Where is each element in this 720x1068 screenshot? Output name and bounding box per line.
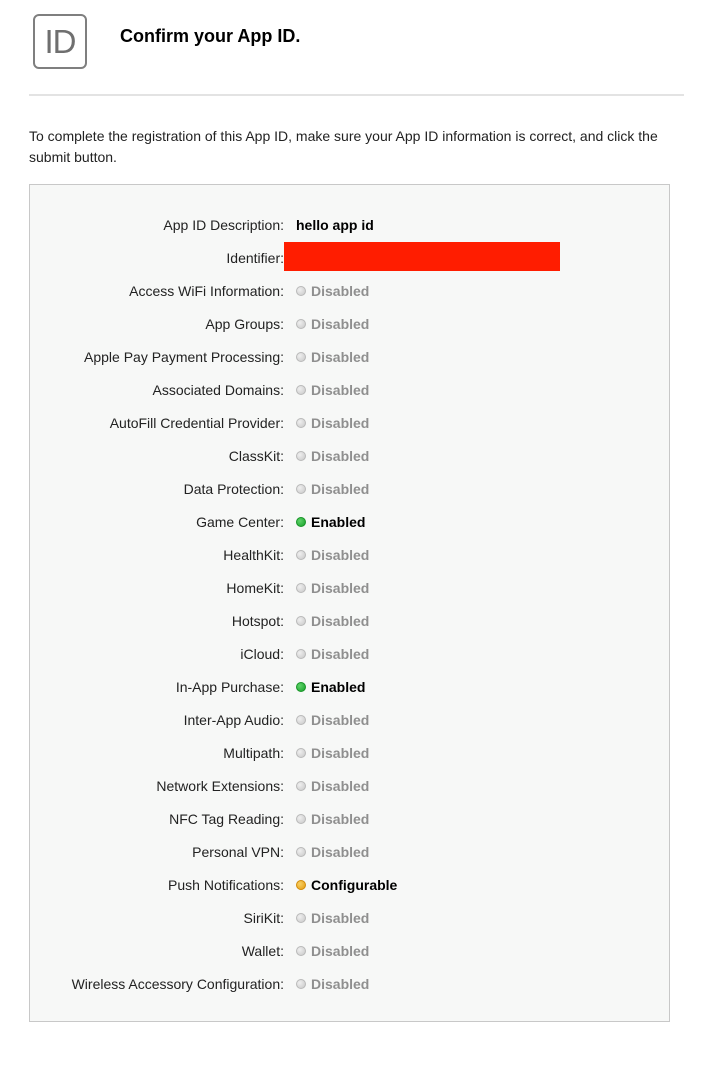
app-id-icon (33, 14, 87, 69)
capability-status (296, 712, 369, 728)
summary-rows (30, 209, 669, 1001)
status-text: Disabled (311, 349, 370, 365)
status-text: Disabled (311, 613, 370, 629)
description-label: App ID Description: (163, 217, 284, 233)
capability-status (296, 877, 397, 893)
status-text: Disabled (311, 646, 370, 662)
status-dot-icon (296, 583, 306, 593)
capability-status (296, 481, 369, 497)
status-dot-icon (296, 451, 306, 461)
status-dot-icon (296, 517, 306, 527)
capability-row (30, 869, 669, 902)
summary-row-identifier (30, 242, 669, 275)
description-value: hello app id (296, 217, 374, 233)
capability-label: Multipath: (223, 745, 284, 761)
status-text: Disabled (311, 580, 370, 596)
capability-row (30, 671, 669, 704)
status-dot-icon (296, 682, 306, 692)
status-text: Disabled (311, 976, 370, 992)
capability-status (296, 283, 369, 299)
capability-status (296, 316, 369, 332)
capability-label: Apple Pay Payment Processing: (84, 349, 284, 365)
capability-label: NFC Tag Reading: (169, 811, 284, 827)
capability-row (30, 506, 669, 539)
capability-label: Access WiFi Information: (129, 283, 284, 299)
status-dot-icon (296, 979, 306, 989)
capability-row (30, 341, 669, 374)
capability-row (30, 605, 669, 638)
status-dot-icon (296, 847, 306, 857)
capability-label: HealthKit: (223, 547, 284, 563)
capability-status (296, 382, 369, 398)
status-dot-icon (296, 748, 306, 758)
capability-status (296, 547, 369, 563)
status-text: Disabled (311, 943, 370, 959)
capability-label: iCloud: (240, 646, 284, 662)
status-dot-icon (296, 880, 306, 890)
capability-status (296, 679, 365, 695)
status-text: Disabled (311, 382, 370, 398)
status-dot-icon (296, 946, 306, 956)
status-dot-icon (296, 484, 306, 494)
status-text: Configurable (311, 877, 398, 893)
status-text: Disabled (311, 910, 370, 926)
capability-label: Wallet: (241, 943, 284, 959)
capability-row (30, 770, 669, 803)
status-dot-icon (296, 418, 306, 428)
status-text: Disabled (311, 712, 370, 728)
capability-row (30, 572, 669, 605)
capability-row (30, 275, 669, 308)
capability-status (296, 910, 369, 926)
status-dot-icon (296, 286, 306, 296)
status-text: Disabled (311, 778, 370, 794)
identifier-label: Identifier: (226, 250, 284, 266)
app-id-summary-panel (29, 184, 670, 1022)
capability-row (30, 308, 669, 341)
status-text: Disabled (311, 316, 370, 332)
capability-label: HomeKit: (226, 580, 284, 596)
status-text: Disabled (311, 448, 370, 464)
summary-row-description (30, 209, 669, 242)
capability-label: Network Extensions: (156, 778, 284, 794)
status-dot-icon (296, 781, 306, 791)
capability-status (296, 778, 369, 794)
capability-row (30, 539, 669, 572)
capability-status (296, 811, 369, 827)
capability-status (296, 349, 369, 365)
status-text: Disabled (311, 481, 370, 497)
status-dot-icon (296, 352, 306, 362)
capability-label: ClassKit: (228, 448, 284, 464)
status-dot-icon (296, 550, 306, 560)
capability-status (296, 580, 369, 596)
capability-status (296, 514, 365, 530)
status-text: Disabled (311, 811, 370, 827)
capability-label: Data Protection: (183, 481, 284, 497)
capability-row (30, 638, 669, 671)
capability-label: SiriKit: (243, 910, 284, 926)
capability-row (30, 374, 669, 407)
capability-label: Personal VPN: (192, 844, 284, 860)
capability-label: Game Center: (196, 514, 284, 530)
capability-status (296, 613, 369, 629)
status-dot-icon (296, 649, 306, 659)
app-id-icon-text: ID (44, 22, 76, 60)
status-text: Enabled (311, 679, 366, 695)
status-dot-icon (296, 913, 306, 923)
capability-label: In-App Purchase: (175, 679, 284, 695)
capability-label: Hotspot: (231, 613, 284, 629)
capability-status (296, 844, 369, 860)
header-divider (29, 94, 684, 96)
capability-row (30, 737, 669, 770)
capability-row (30, 704, 669, 737)
capability-label: Push Notifications: (168, 877, 284, 893)
status-text: Disabled (311, 415, 370, 431)
status-text: Disabled (311, 283, 370, 299)
capability-status (296, 943, 369, 959)
status-text: Disabled (311, 547, 370, 563)
capability-row (30, 440, 669, 473)
page-title: Confirm your App ID. (120, 26, 301, 46)
capability-label: Associated Domains: (152, 382, 284, 398)
capability-row (30, 407, 669, 440)
status-dot-icon (296, 616, 306, 626)
capability-row (30, 935, 669, 968)
capability-row (30, 803, 669, 836)
identifier-redaction (284, 242, 560, 271)
capability-status (296, 646, 369, 662)
capability-label: App Groups: (205, 316, 284, 332)
status-text: Enabled (311, 514, 366, 530)
status-dot-icon (296, 814, 306, 824)
capability-status (296, 448, 369, 464)
status-dot-icon (296, 385, 306, 395)
capability-status (296, 976, 369, 992)
capability-row (30, 902, 669, 935)
status-dot-icon (296, 319, 306, 329)
capability-label: Inter-App Audio: (183, 712, 284, 728)
capability-row (30, 473, 669, 506)
status-text: Disabled (311, 745, 370, 761)
capability-row (30, 836, 669, 869)
capability-status (296, 415, 369, 431)
capability-label: AutoFill Credential Provider: (109, 415, 284, 431)
intro-text: To complete the registration of this App ID, make sure your App ID information is correct, and click the submit button. (29, 128, 658, 165)
capability-label: Wireless Accessory Configuration: (71, 976, 284, 992)
capability-row (30, 968, 669, 1001)
capability-status (296, 745, 369, 761)
status-text: Disabled (311, 844, 370, 860)
status-dot-icon (296, 715, 306, 725)
